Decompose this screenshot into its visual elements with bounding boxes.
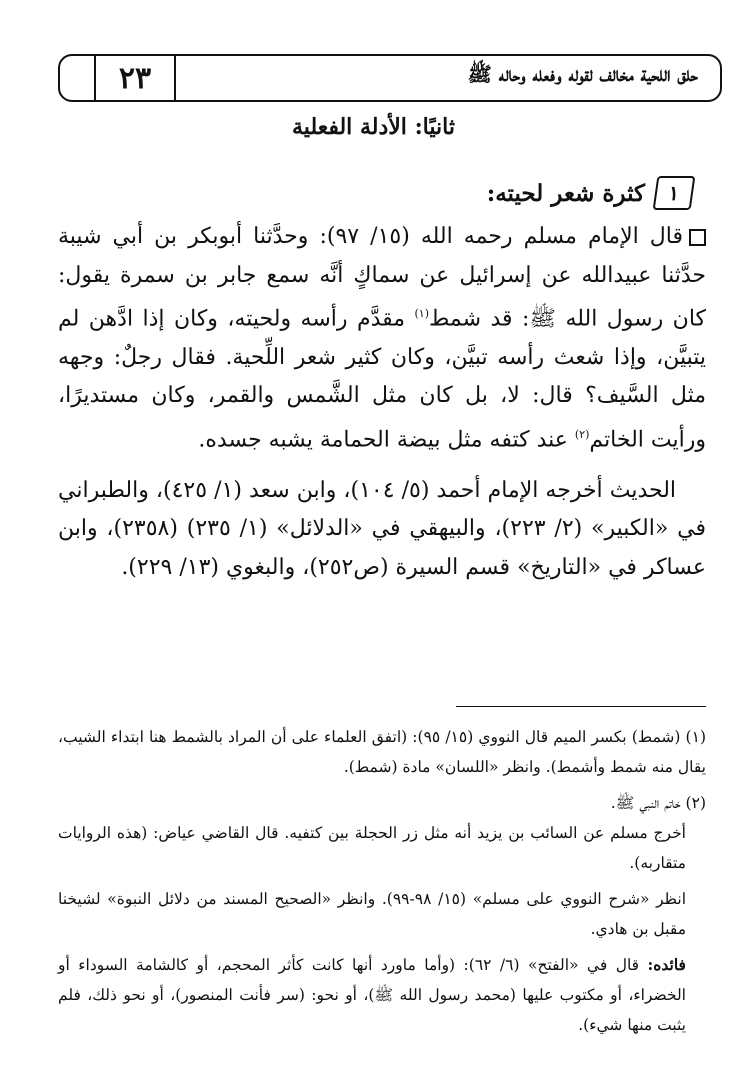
benefit-text: قال في «الفتح» (٦/ ٦٢): (وأما ماورد أنها كانت كأثر المحجم، أو كالشامة السوداء أو الخضراء، أو مكتوب عليها (محمد رسول الله ﷺ)، أو نحو: (سر فأنت المنصور)، أو نحو ذلك، فلم يثبت منها شيء). (58, 956, 686, 1034)
footnote-ref-2: (٢) (574, 427, 590, 441)
running-title: حلق اللحية مخالف لقوله وفعله وحاله ﷺ (467, 62, 698, 86)
footnote-2-paragraph-1: أخرج مسلم عن السائب بن يزيد أنه مثل زر الحجلة بين كتفيه. قال القاضي عياض: (هذه الروايات متقاربه). (58, 824, 686, 872)
hadith-text-c: عند كتفه مثل بيضة الحمامة يشبه جسده. (198, 427, 568, 453)
footnotes (58, 722, 706, 1040)
main-text (58, 218, 706, 587)
benefit-label: فائده: (647, 955, 686, 974)
footnote-2-heading: (٢) خاتم النبي ﷺ. (610, 794, 706, 812)
takhrij-paragraph: الحديث أخرجه الإمام أحمد (٥/ ١٠٤)، وابن سعد (١/ ٤٢٥)، والطبراني في «الكبير» (٢/ ٢٢٣)، والبيهقي في «الدلائل» (١/ ٢٣٥) (٢٣٥٨)، وابن عساكر في «التاريخ» قسم السيرة (ص٢٥٢)، والبغوي (١٣/ ٢٢٩). (58, 477, 706, 580)
subsection-number: ١ (653, 176, 696, 210)
page-header (58, 54, 722, 102)
section-title: ثانيًا: الأدلة الفعلية (292, 114, 455, 140)
hadith-paragraph (58, 218, 706, 460)
footnote-2-paragraph-2: انظر «شرح النووي على مسلم» (١٥/ ٩٨-٩٩). وانظر «الصحيح المسند من دلائل النبوة» لشيخنا مقبل بن هادي. (58, 890, 686, 938)
page-number: ٢٣ (94, 54, 176, 102)
footnote-divider (456, 706, 706, 707)
footnote-ref-1: (١) (414, 307, 430, 320)
hadith-text-a: قال الإمام مسلم رحمه الله (١٥/ ٩٧): وحدَّثنا أبوبكر بن أبي شيبة حدَّثنا عبيدالله عن إسرائيل عن سماكٍ أنَّه سمع جابر بن سمرة يقول: كان رسول الله ﷺ: قد شمط (58, 224, 706, 332)
hadith-text-b: مقدَّم رأسه ولحيته، وكان إذا ادَّهن لم يتبيَّن، وإذا شعث رأسه تبيَّن، وكان كثير شعر اللِّحية. فقال رجلٌ: وجهه مثل السَّيف؟ قال: لا، بل كان مثل الشَّمس والقمر، وكان مستديرًا، ورأيت الخاتم (58, 306, 706, 453)
square-bullet-icon (689, 229, 706, 246)
subsection-title: كثرة شعر لحيته: (486, 179, 645, 207)
subsection-heading (487, 176, 693, 210)
footnote-2-paragraph-3 (58, 950, 706, 1040)
footnote-1: (١) (شمط) بكسر الميم قال النووي (١٥/ ٩٥): (اتفق العلماء على أن المراد بالشمط هنا ابتداء الشيب، يقال منه شمط وأشمط). وانظر «اللسان» مادة (شمط). (58, 728, 706, 776)
